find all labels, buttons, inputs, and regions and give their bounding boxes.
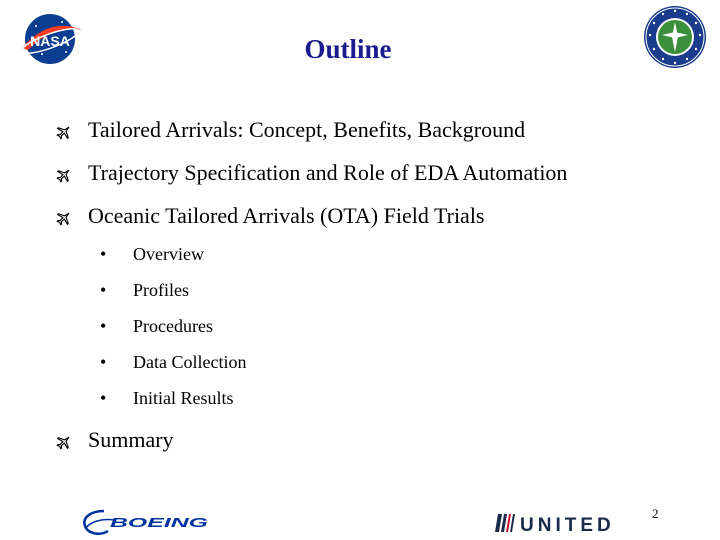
sub-bullet-item [100,279,189,301]
sub-bullet-text: Overview [133,244,204,264]
sub-bullet-marker: • [100,244,107,264]
sub-bullet-item [100,351,246,373]
sub-bullet-marker: • [100,316,107,336]
sub-bullet-item [100,387,234,409]
bullet-item [56,159,567,187]
bullet-text: Oceanic Tailored Arrivals (OTA) Field Trials [88,203,485,228]
sub-bullet-item [100,243,204,265]
sub-bullet-text: Procedures [133,316,213,336]
bullet-text: Tailored Arrivals: Concept, Benefits, Background [88,117,526,142]
sub-bullet-marker: • [100,280,107,300]
sub-bullet-text: Initial Results [133,388,234,408]
slide-title: Outline [304,34,392,64]
sub-bullet-text: Profiles [133,280,189,300]
boeing-logo [80,506,212,540]
sub-bullet-marker: • [100,352,107,372]
page-number: 2 [652,506,659,521]
bullet-text: Summary [88,427,174,452]
bullet-item [56,426,174,454]
airplane-icon [56,434,88,450]
airplane-icon [56,124,88,140]
airplane-icon [56,167,88,183]
svg-text:UNITED: UNITED [520,515,615,536]
sub-bullet-marker: • [100,388,107,408]
svg-text:BOEING: BOEING [110,515,208,530]
sub-bullet-text: Data Collection [133,352,247,372]
united-logo [494,510,644,536]
bullet-item [56,116,525,144]
bullet-item [56,202,485,230]
airplane-icon [56,210,88,226]
sub-bullet-item [100,315,213,337]
svg-text:NASA: NASA [30,33,70,49]
bullet-text: Trajectory Specification and Role of EDA Automation [88,160,568,185]
